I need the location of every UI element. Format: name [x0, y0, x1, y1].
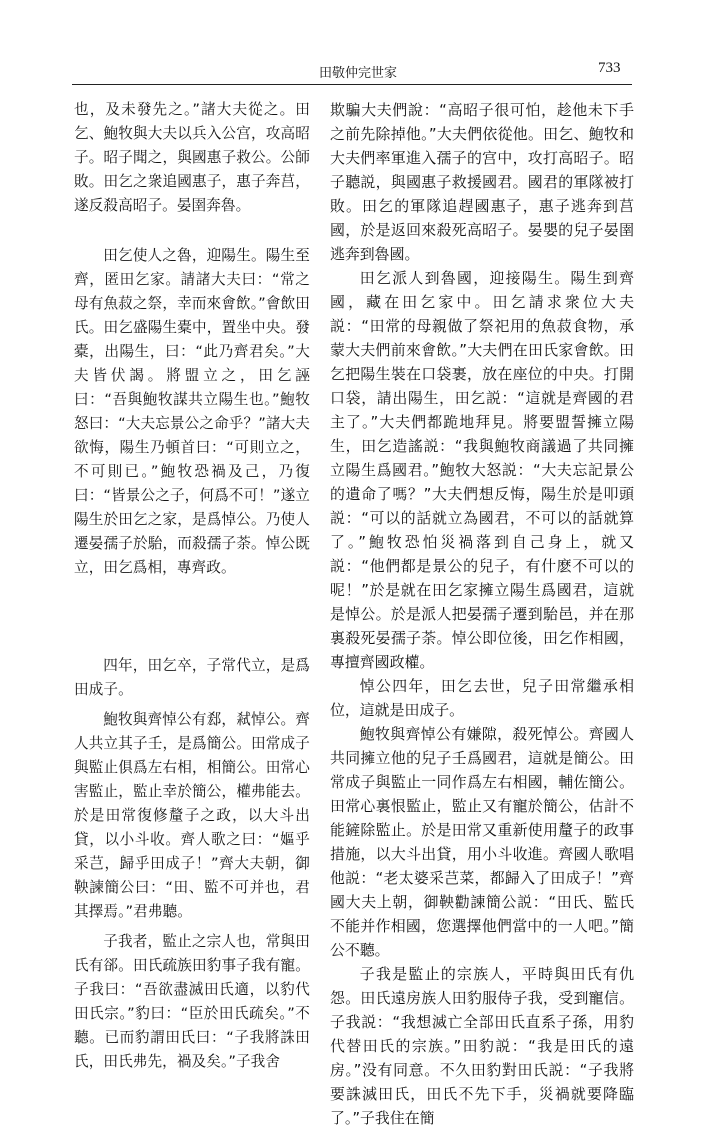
paragraph: 欺騙大夫們說：“高昭子很可怕，趁他未下手之前先除掉他。”大夫們依從他。田乞、鮑牧和大夫們率軍進入孺子的宫中，攻打高昭子。昭子聽説，與國惠子救援國君。國君的軍隊被打敗。田乞的軍隊追趕國惠子，惠子逃奔到莒國，於是返回來殺死高昭子。晏嬰的兒子晏圉逃奔到魯國。 [330, 101, 634, 263]
paragraph: 四年，田乞卒，子常代立，是爲田成子。 [74, 657, 310, 698]
translation-column [330, 98, 634, 1130]
paragraph: 鮑牧與齊悼公有嫌隙，殺死悼公。齊國人共同擁立他的兒子壬爲國君，這就是簡公。田常成子與監止一同作爲左右相國，輔佐簡公。田常心裏恨監止，監止又有寵於簡公，估計不能鏟除監止。於是田常又重新使用釐子的政事措施，以大斗出貸，用小斗收進。齊國人歌唱他説：“老太婆采芑菜，都歸入了田成子！”齊國大夫上朝，御鞅勸諫簡公説：“田氏、監氏不能并作相國，您選擇他們當中的一人吧。”簡公不聽。 [330, 725, 634, 959]
header-rule [72, 84, 632, 85]
paragraph: 田乞派人到魯國，迎接陽生。陽生到齊國，藏在田乞家中。田乞請求衆位大夫説：“田常的母親做了祭祀用的魚菽食物，承蒙大夫們前來會飲。”大夫們在田氏家會飲。田乞把陽生裝在口袋裹，放在座位的中央。打開口袋，請出陽生，田乞説：“這就是齊國的君主了。”大夫們都跪地拜見。將要盟誓擁立陽生，田乞造謠説：“我與鮑牧商議過了共同擁立陽生爲國君。”鮑牧大怒説：“大夫忘記景公的遺命了嗎？”大夫們想反悔，陽生於是叩頭説：“可以的話就立為國君，不可以的話就算了。”鮑牧恐怕災禍落到自己身上，就又説：“他們都是景公的兒子，有什麽不可以的呢！”於是就在田乞家擁立陽生爲國君，這就是悼公。於是派人把晏孺子遷到駘邑，并在那裏殺死晏孺子荼。悼公即位後，田乞作相國，專擅齊國政權。 [330, 269, 634, 671]
paragraph: 子我者，監止之宗人也，常與田氏有郤。田氏疏族田豹事子我有寵。子我曰：“吾欲盡滅田氏適，以豹代田氏宗。”豹曰：“臣於田氏疏矣。”不聽。已而豹謂田氏曰：“子我將誅田氏，田氏弗先，禍及矣。”子我舍 [74, 933, 310, 1070]
paragraph: 鮑牧與齊悼公有郄，弒悼公。齊人共立其子壬，是爲簡公。田常成子與監止俱爲左右相，相簡公。田常心害監止，監止幸於簡公，權弗能去。於是田常復修釐子之政，以大斗出貸，以小斗收。齊人歌之曰：“嫗乎采芑，歸乎田成子！”齊大夫朝，御鞅諫簡公曰：“田、監不可并也，君其擇焉。”君弗聽。 [74, 711, 310, 920]
paragraph: 也，及未發先之。”諸大夫從之。田乞、鮑牧與大夫以兵入公宫，攻高昭子。昭子聞之，與國惠子救公。公師敗。田乞之衆追國惠子，惠子奔莒，遂反殺高昭子。晏圉奔魯。 [74, 101, 310, 214]
paragraph: 悼公四年，田乞去世，兒子田常繼承相位，這就是田成子。 [330, 677, 634, 719]
paragraph: 田乞使人之魯，迎陽生。陽生至齊，匿田乞家。請諸大夫曰：“常之母有魚菽之祭，幸而來會飲。”會飲田氏。田乞盛陽生橐中，置坐中央。發橐，出陽生，曰：“此乃齊君矣。”大夫皆伏謁。將盟立之，田乞誣曰：“吾與鮑牧謀共立陽生也。”鮑牧怒曰：“大夫忘景公之命乎？”諸大夫欲悔，陽生乃頓首曰：“可則立之，不可則已。”鮑牧恐禍及己，乃復曰：“皆景公之子，何爲不可！”遂立陽生於田乞之家，是爲悼公。乃使人遷晏孺子於駘，而殺孺子荼。悼公既立，田乞爲相，專齊政。 [74, 247, 310, 576]
chapter-title: 田敬仲完世家 [318, 66, 397, 81]
page-number: 733 [598, 60, 621, 76]
paragraph: 子我是監止的宗族人，平時與田氏有仇怨。田氏遠房族人田豹服侍子我，受到寵信。子我説：“我想滅亡全部田氏直系子孫，用豹代替田氏的宗族。”田豹説：“我是田氏的遠房。”没有同意。不久田豹對田氏説：“子我將要誅滅田氏，田氏不先下手，災禍就要降臨了。”子我住在簡 [330, 965, 634, 1127]
classical-text-column [74, 98, 310, 1074]
